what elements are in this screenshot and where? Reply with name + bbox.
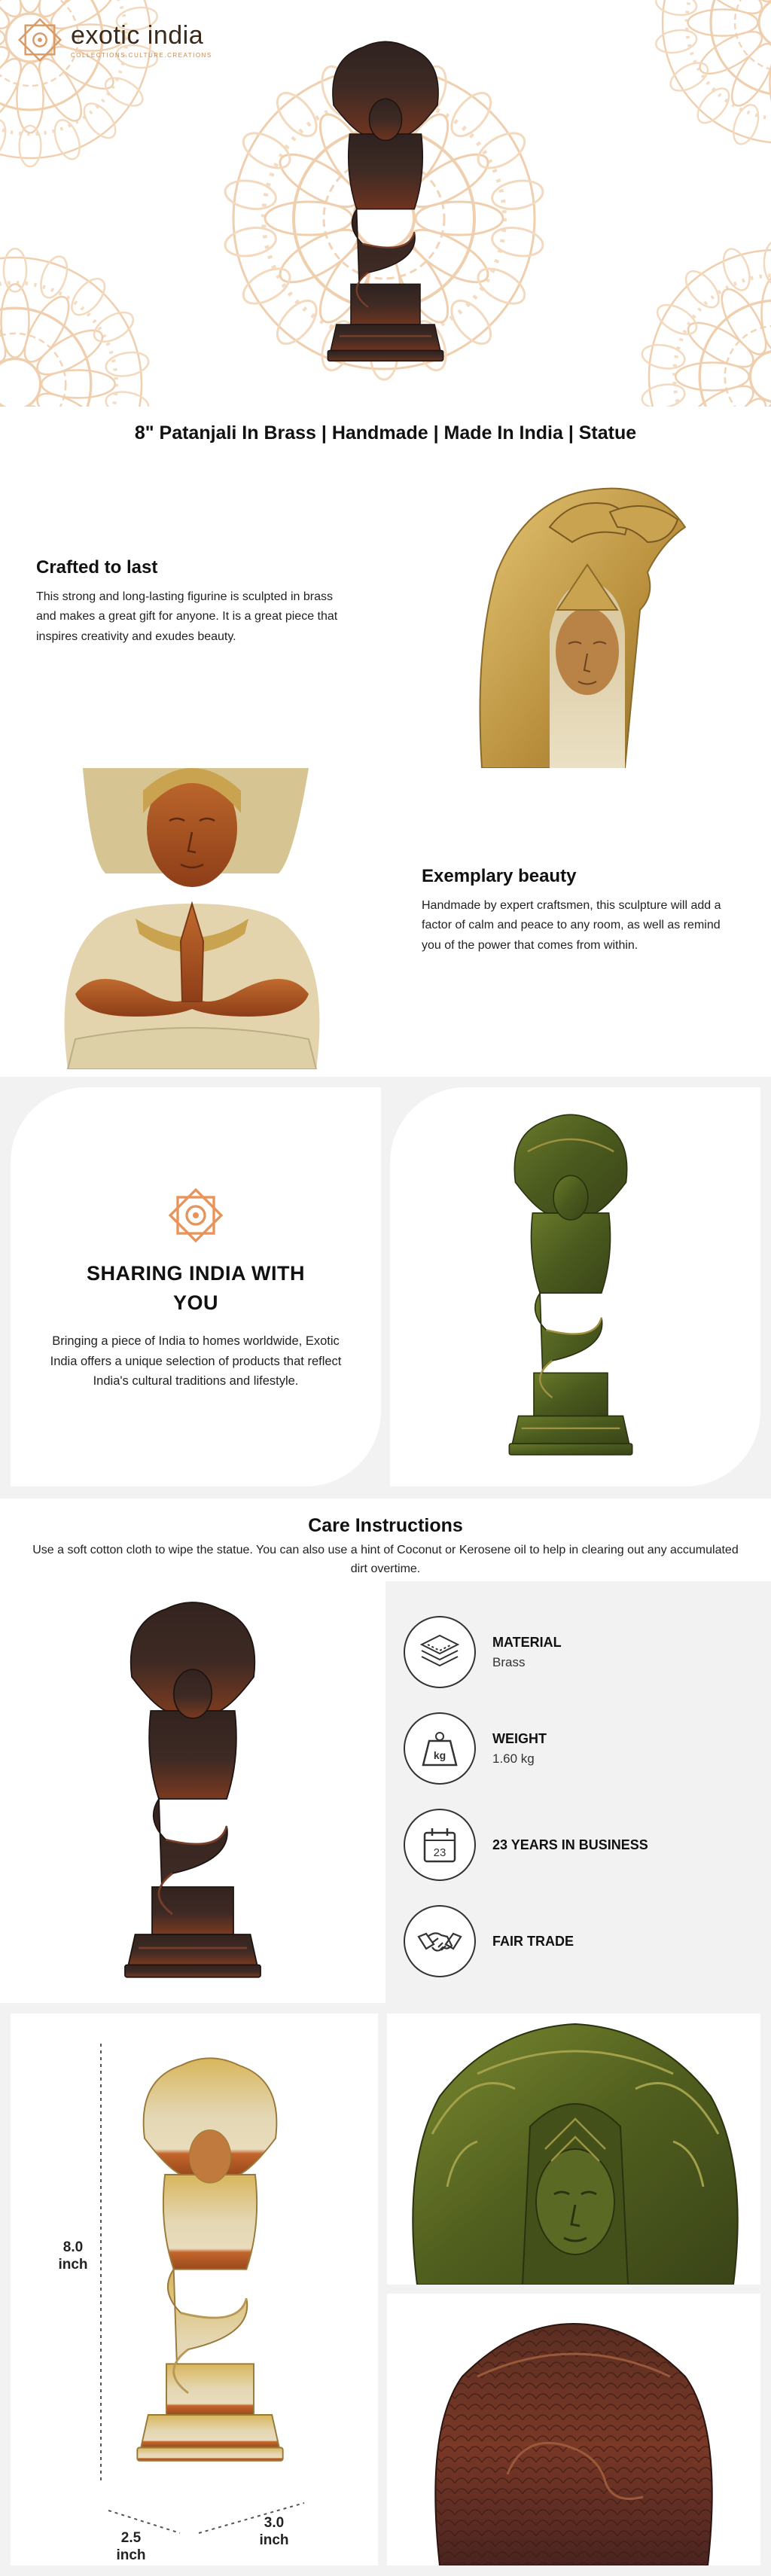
spec-value: 1.60 kg	[492, 1751, 535, 1766]
weight-icon-text: kg	[433, 1749, 446, 1761]
width-unit: inch	[116, 2547, 146, 2563]
product-title: 8" Patanjali In Brass | Handmade | Made In India | Statue	[134, 422, 637, 444]
height-unit: inch	[58, 2256, 88, 2273]
product-title-bar	[0, 407, 771, 459]
layers-icon	[404, 1616, 476, 1688]
green-statue-image	[458, 1102, 684, 1471]
width-dimension	[101, 2530, 161, 2565]
spec-statue-image	[80, 1589, 306, 1995]
green-head-image	[387, 2014, 760, 2285]
feature-text-block	[36, 557, 352, 647]
hood-back-closeup	[387, 2294, 760, 2565]
depth-unit: inch	[259, 2532, 289, 2548]
care-body: Use a soft cotton cloth to wipe the statue. You can also use a hint of Coconut or Kerosene oil to help in clearing out any accumulated dirt overtime.	[32, 1544, 739, 1575]
spec-value: Brass	[492, 1654, 526, 1669]
spec-list	[404, 1604, 757, 1989]
handshake-icon	[404, 1905, 476, 1977]
sharing-heading	[45, 1259, 346, 1318]
spec-label: FAIR TRADE	[492, 1933, 574, 1949]
feature-heading: Crafted to last	[36, 557, 158, 578]
spec-years	[404, 1797, 757, 1893]
green-head-closeup	[387, 2014, 760, 2285]
feature-text-block	[422, 866, 738, 956]
depth-value: 3.0	[264, 2515, 285, 2531]
height-dimension	[47, 2239, 99, 2274]
width-value: 2.5	[120, 2530, 142, 2546]
spec-weight	[404, 1700, 757, 1797]
calendar-icon	[404, 1809, 476, 1881]
care-instructions	[0, 1498, 771, 1581]
specs-section	[0, 1581, 771, 2003]
hero-banner	[0, 0, 771, 407]
hood-back-image	[387, 2294, 760, 2565]
brand-logo-icon	[18, 18, 62, 62]
feature-crafted	[0, 459, 771, 768]
mandala-emblem-icon	[166, 1185, 226, 1245]
dimension-view	[11, 2014, 378, 2565]
hero-statue-image	[273, 30, 498, 376]
statue-namaste-image	[53, 768, 331, 1069]
sharing-text	[45, 1259, 346, 1391]
feature-body: Handmade by expert craftsmen, this sculpture will add a factor of calm and peace to any room, as well as remind you of the power that comes from within.	[422, 899, 721, 952]
brand-tagline: COLLECTIONS.CULTURE.CREATIONS	[71, 52, 212, 59]
care-heading: Care Instructions	[308, 1515, 463, 1536]
feature-beauty	[0, 768, 771, 1077]
gallery-section	[0, 2003, 771, 2576]
weight-icon	[404, 1712, 476, 1785]
brand-name: exotic india	[71, 21, 204, 50]
sharing-india-section	[0, 1077, 771, 1498]
spec-label: MATERIAL	[492, 1634, 562, 1650]
spec-statue-panel	[0, 1581, 386, 2003]
mandala-decoration-tr	[632, 0, 771, 173]
spec-label: 23 YEARS IN BUSINESS	[492, 1837, 648, 1852]
green-statue-card	[390, 1087, 760, 1486]
statue-closeup-image	[467, 482, 693, 768]
feature-body: This strong and long-lasting figurine is sculpted in brass and makes a great gift for anyone. It is a great piece that inspires creativity and exudes beauty.	[36, 590, 338, 643]
spec-fair-trade	[404, 1893, 757, 1989]
brand-logo[interactable]	[18, 18, 212, 62]
sharing-heading-line1: SHARING INDIA WITH	[87, 1262, 305, 1285]
dimension-lines	[11, 2014, 378, 2565]
sharing-heading-line2: YOU	[172, 1291, 218, 1315]
spec-material	[404, 1604, 757, 1700]
height-value: 8.0	[62, 2239, 84, 2255]
calendar-icon-text: 23	[433, 1846, 446, 1859]
sharing-card	[11, 1087, 381, 1486]
mandala-decoration-bl	[0, 226, 173, 407]
feature-heading: Exemplary beauty	[422, 866, 577, 886]
sharing-body: Bringing a piece of India to homes worldwide, Exotic India offers a unique selection of products that reflect India's cultural traditions and lifestyle.	[50, 1334, 342, 1389]
spec-label: WEIGHT	[492, 1730, 547, 1746]
mandala-decoration-br	[617, 218, 771, 407]
depth-dimension	[244, 2515, 304, 2550]
